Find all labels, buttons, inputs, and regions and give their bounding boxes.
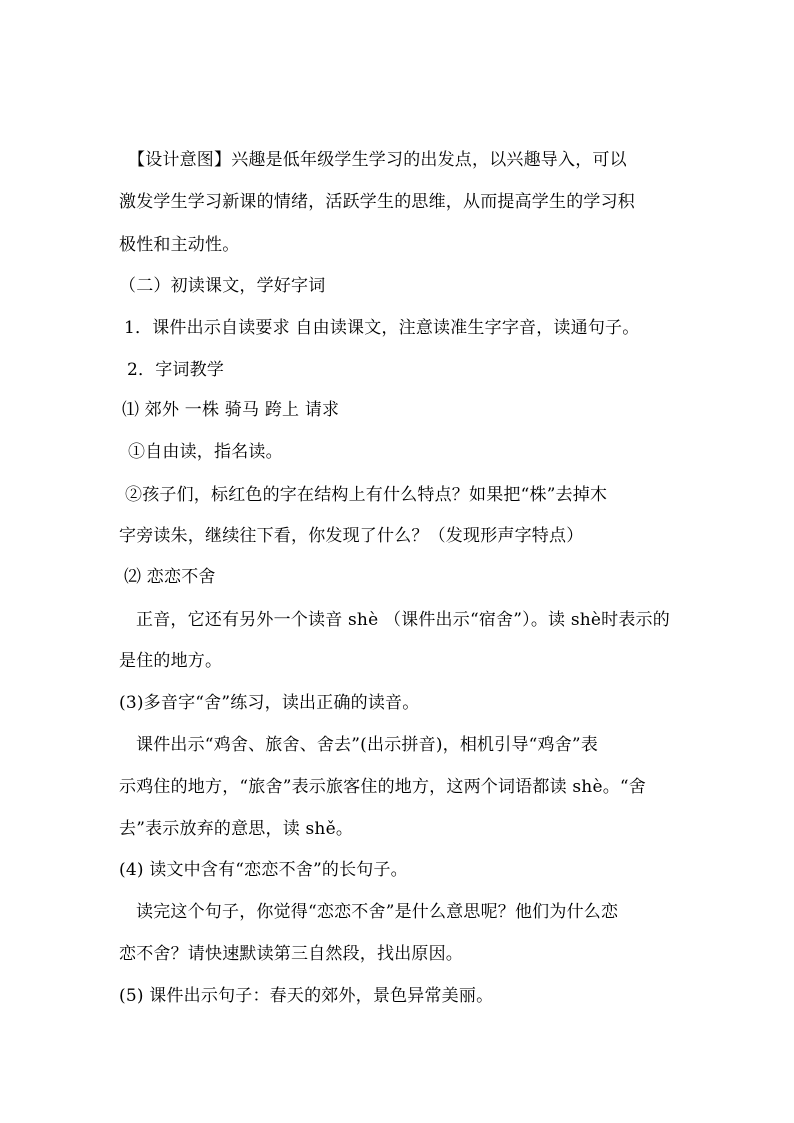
paragraph-pronunciation-line-2: 是住的地方。 — [119, 651, 223, 671]
paragraph-courseware-line-1: 课件出示“鸡舍、旅舍、舍去”(出示拼音)，相机引导“鸡舍”表 — [136, 735, 599, 755]
paragraph-design-intent-line-2: 激发学生学习新课的情绪，活跃学生的思维，从而提高学生的学习积 — [119, 192, 635, 212]
paragraph-courseware-line-2: 示鸡住的地方，“旅舍”表示旅客住的地方，这两个词语都读 shè。“舍 — [119, 777, 647, 797]
step-1-free-reading: ①自由读，指名读。 — [128, 442, 283, 462]
subitem-3-polyphone-practice: (3)多音字“舍”练习，读出正确的读音。 — [119, 693, 420, 713]
item-1-reading-requirements: 1．课件出示自读要求 自由读课文，注意读准生字字音，读通句子。 — [124, 318, 640, 338]
paragraph-question-line-2: 恋不舍？请快速默读第三自然段，找出原因。 — [119, 944, 463, 964]
item-2-vocabulary-teaching: 2．字词教学 — [127, 360, 225, 380]
paragraph-pronunciation-line-1: 正音，它还有另外一个读音 shè （课件出示“宿舍”）。读 shè时表示的 — [136, 610, 670, 630]
subitem-4-read-long-sentence: (4) 读文中含有“恋恋不舍”的长句子。 — [119, 860, 408, 880]
paragraph-design-intent-line-3: 极性和主动性。 — [119, 235, 240, 255]
subitem-1-word-list: ⑴ 郊外 一株 骑马 跨上 请求 — [122, 400, 340, 420]
section-heading-initial-reading: （二）初读课文，学好字词 — [119, 276, 326, 296]
step-2-structure-question-line-2: 字旁读朱，继续往下看，你发现了什么？（发现形声字特点） — [119, 526, 584, 546]
subitem-2-reluctant: ⑵ 恋恋不舍 — [124, 567, 216, 587]
step-2-structure-question-line-1: ②孩子们，标红色的字在结构上有什么特点？如果把“株”去掉木 — [125, 485, 608, 505]
subitem-5-show-sentence: (5) 课件出示句子：春天的郊外，景色异常美丽。 — [119, 986, 494, 1006]
paragraph-question-line-1: 读完这个句子，你觉得“恋恋不舍”是什么意思呢？他们为什么恋 — [136, 902, 619, 922]
paragraph-design-intent-line-1: 【设计意图】兴趣是低年级学生学习的出发点，以兴趣导入，可以 — [128, 150, 627, 170]
paragraph-courseware-line-3: 去”表示放弃的意思，读 shě。 — [119, 819, 354, 839]
